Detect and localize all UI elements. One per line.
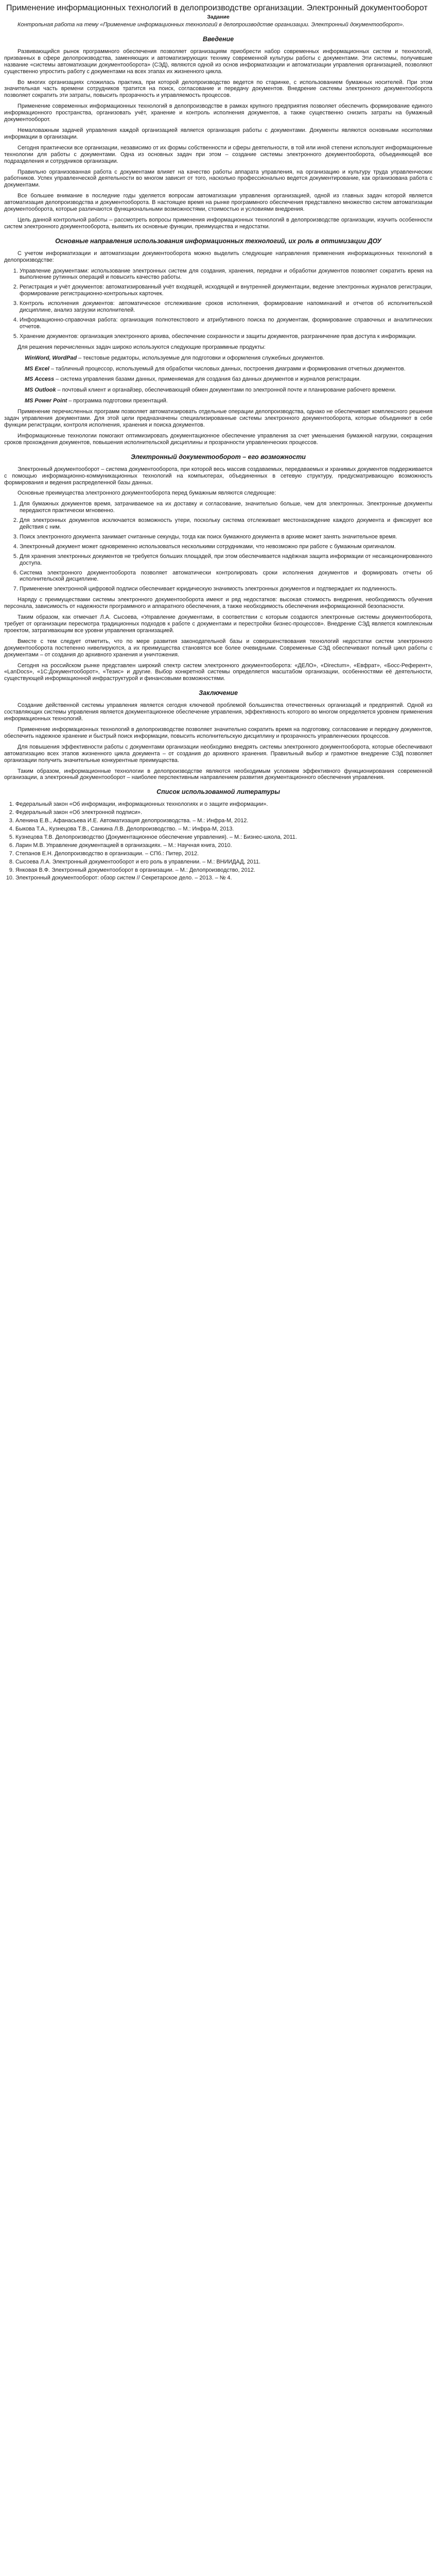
document-page bbox=[0, 0, 436, 882]
numbered-list bbox=[4, 268, 432, 340]
reference-item: 1. Федеральный закон «Об информации, информационных технологиях и о защите информации». bbox=[15, 801, 432, 808]
paragraph: Все большее внимание в последние годы уделяется вопросам автоматизации управления организацией, одной из главных задач которой является автоматизация делопроизводства и документооборота. В настоящее время на рынке программного обеспечения представлено множество систем автоматизации документооборота, которые различаются функциональными возможностями, стоимостью и условиями внедрения. bbox=[4, 193, 432, 213]
programs-intro: Для решения перечисленных задач широко используются следующие программные продукты: bbox=[18, 344, 266, 350]
reference-item: 3. Аленина Е.В., Афанасьева И.Е. Автоматизация делопроизводства. – М.: Инфра-М, 2012. bbox=[15, 818, 432, 824]
document-body bbox=[4, 36, 432, 882]
program-entry bbox=[25, 398, 432, 404]
reference-item: 6. Ларин М.В. Управление документацией в организациях. – М.: Научная книга, 2010. bbox=[15, 842, 432, 849]
paragraph: Вместе с тем следует отметить, что по мере развития законодательной базы и совершенствования технологий недостатки систем электронного документооборота постепенно нивелируются, а их преимущества становятся все более очевидными. Современные СЭД обеспечивают полный цикл работы с документами – от создания до архивного хранения и уничтожения. bbox=[4, 638, 432, 658]
list-item: 5. Для хранения электронных документов не требуется больших площадей, при этом обеспечивается надёжная защита информации от несанкционированного доступа. bbox=[20, 553, 432, 567]
reference-item: 4. Быкова Т.А., Кузнецова Т.В., Санкина Л.В. Делопроизводство. – М.: Инфра-М, 2013. bbox=[15, 826, 432, 833]
list-item: 4. Информационно-справочная работа: организация полнотекстового и атрибутивного поиска по документам, формирование справочных и аналитических отчетов. bbox=[20, 317, 432, 330]
reference-item: 10. Электронный документооборот: обзор систем // Секретарское дело. – 2013. – № 4. bbox=[15, 875, 432, 882]
list-item: 3. Поиск электронного документа занимает считанные секунды, тогда как поиск бумажного документа в архиве может занять значительное время. bbox=[20, 534, 432, 540]
program-name: WinWord, WordPad bbox=[25, 354, 77, 361]
paragraph: Основные преимущества электронного документооборота перед бумажным являются следующие: bbox=[18, 490, 276, 497]
program-description: система управления базами данных, применяемая для создания баз данных документов и журналов регистрации. bbox=[60, 376, 361, 383]
reference-item: 8. Сысоева Л.А. Электронный документооборот и его роль в управлении. – М.: ВНИИДАД, 2011. bbox=[15, 859, 432, 866]
paragraph: Применение информационных технологий в делопроизводстве позволяет значительно сократить время на подготовку, согласование и передачу документов, обеспечить надежное хранение и быстрый поиск информации, повысить исполнительскую дисциплину и прозрачность управленческих процессов. bbox=[4, 726, 432, 739]
paragraph: Для повышения эффективности работы с документами организации необходимо внедрять системы электронного документооборота, которые обеспечивают автоматизацию всех этапов жизненного цикла документа – от создания до архивного хранения. Правильный выбор и грамотное внедрение СЭД позволяет организации получить значительные конкурентные преимущества. bbox=[4, 743, 432, 764]
program-description: табличный процессор, используемый для обработки числовых данных, построения диаграмм и формирования отчетных документов. bbox=[55, 365, 406, 372]
program-description: программа подготовки презентаций. bbox=[73, 398, 168, 404]
list-item: 6. Система электронного документооборота позволяет автоматически контролировать сроки исполнения документов и формировать отчеты об исполнительской дисциплине. bbox=[20, 570, 432, 583]
reference-item: 2. Федеральный закон «Об электронной подписи». bbox=[15, 809, 432, 816]
program-entry bbox=[25, 376, 432, 383]
section-heading: Электронный документооборот – его возможности bbox=[131, 453, 306, 461]
task-label: Задание bbox=[207, 14, 230, 20]
reference-item: 7. Степанов Е.Н. Делопроизводство в организации. – СПб.: Питер, 2012. bbox=[15, 851, 432, 857]
references bbox=[4, 801, 432, 882]
paragraph: Электронный документооборот – система документооборота, при которой весь массив создаваемых, передаваемых и хранимых документов поддерживается с помощью информационно-коммуникационных технологий на компьютерах, объединенных в сетевую структуру, предусматривающую возможность формирования и ведения распределенной базы данных. bbox=[4, 466, 432, 486]
reference-item: 5. Кузнецова Т.В. Делопроизводство (Документационное обеспечение управления). – М.: Бизнес-школа, 2011. bbox=[15, 834, 432, 841]
program-separator: – bbox=[77, 354, 83, 361]
section-heading: Основные направления использования информационных технологий, их роль в оптимизации ДОУ bbox=[55, 237, 381, 245]
paragraph: Цель данной контрольной работы – рассмотреть вопросы применения информационных технологий в делопроизводстве организации, изучить особенности систем электронного документооборота, выявить их основные функции, преимущества и недостатки. bbox=[4, 216, 432, 230]
paragraph: Таким образом, как отмечает Л.А. Сысоева, «Управление документами, в соответствии с которым создаются электронные системы документооборота, требует от организации пересмотра традиционных подходов к работе с документами и перестройки бизнес-процессов». Внедрение СЭД является комплексным проектом, затрагивающим все уровни управления организацией. bbox=[4, 614, 432, 634]
list-item: 2. Для электронных документов исключается возможность утери, поскольку система отслеживает местонахождение каждого документа и фиксирует все действия с ним. bbox=[20, 517, 432, 531]
paragraph: С учетом информатизации и автоматизации документооборота можно выделить следующие направления применения информационных технологий в делопроизводстве: bbox=[4, 250, 432, 263]
program-entry bbox=[25, 355, 432, 362]
list-item: 1. Управление документами: использование электронных систем для создания, хранения, передачи и обработки документов позволяет сократить время на выполнение рутинных операций и повысить качество работы. bbox=[20, 268, 432, 281]
paragraph: Сегодня практически все организации, независимо от их формы собственности и сферы деятельности, в той или иной степени используют информационные технологии для работы с документами. Одна из основных задач при этом – создание системы электронного документооборота, объединяющей все подразделения и сотрудников организации. bbox=[4, 144, 432, 164]
section-heading: Заключение bbox=[199, 689, 238, 697]
program-separator: – bbox=[54, 376, 61, 383]
reference-list bbox=[4, 801, 432, 882]
paragraph: Развивающийся рынок программного обеспечения позволяет организациям приобрести набор современных информационных систем и технологий, призванных в сфере делопроизводства, заменяющих и автоматизирующих технику современной культуры работы с документами. Эти системы, получившие название «системы автоматизации документооборота» (СЭД), являются одной из основ информатизации и автоматизации управления организацией, позволяют существенно упростить работу с документами на всех этапах их жизненного цикла. bbox=[4, 48, 432, 75]
program-entry bbox=[25, 366, 432, 372]
paragraph: Правильно организованная работа с документами влияет на качество работы аппарата управления, на организацию и культуру труда управленческих работников. Успех управленческой деятельности во многом зависит от того, насколько профессионально ведется документирование, как организована работа с документами. bbox=[4, 168, 432, 189]
reference-item: 9. Янковая В.Ф. Электронный документооборот в организации. – М.: Делопроизводство, 2012. bbox=[15, 867, 432, 874]
program-description: почтовый клиент и органайзер, обеспечивающий обмен документами по электронной почте и планирование рабочего времени. bbox=[62, 387, 396, 394]
paragraph: Сегодня на российском рынке представлен широкий спектр систем электронного документооборота: «ДЕЛО», «Directum», «Евфрат», «Босс-Референт», «LanDocs», «1С:Документооборот», «Тезис» и другие. Выбор конкретной системы определяется масштабом организации, особенностями её деятельности, существующей информационной инфраструктурой и финансовыми возможностями. bbox=[4, 662, 432, 682]
numbered-list bbox=[4, 501, 432, 592]
list-item: 7. Применение электронной цифровой подписи обеспечивает юридическую значимость электронных документов и подтверждает их подлинность. bbox=[20, 586, 432, 592]
paragraph: Применение современных информационных технологий в делопроизводстве в рамках крупного предприятия позволяет обеспечить формирование единого информационного пространства, организовать учёт, хранение и контроль исполнения документов, а также существенно снизить затраты на бумажный документооборот. bbox=[4, 103, 432, 123]
paragraph: Применение перечисленных программ позволяет автоматизировать отдельные операции делопроизводства, однако не обеспечивает комплексного решения задач управления документами. Для этой цели предназначены специализированные системы электронного документооборота, которые объединяют в себе функции регистрации, контроля исполнения, хранения и поиска документов. bbox=[4, 409, 432, 428]
paragraph: Немаловажным задачей управления каждой организацией является организация работы с документами. Документы являются основными носителями информации в организации. bbox=[4, 127, 432, 140]
program-name: MS Excel bbox=[25, 365, 49, 372]
paragraph: Во многих организациях сложилась практика, при которой делопроизводство ведется по старинке, с использованием бумажных носителей. При этом значительная часть времени сотрудников тратится на поиск, согласование и передачу документов. Внедрение системы электронного документооборота позволяет сократить эти затраты, повысить прозрачность и управляемость процессов. bbox=[4, 79, 432, 99]
program-separator: – bbox=[56, 387, 62, 394]
document-title: Применение информационных технологий в делопроизводстве организации. Электронный документооборот bbox=[6, 4, 428, 12]
paragraph: Информационные технологии помогают оптимизировать документационное обеспечение управления за счет уменьшения бумажной нагрузки, сокращения сроков прохождения документов, повышения исполнительской дисциплины и прозрачности управленческих процессов. bbox=[4, 432, 432, 446]
list-item: 2. Регистрация и учёт документов: автоматизированный учёт входящей, исходящей и внутренней документации, ведение электронных журналов регистрации, формирование регистрационно-контрольных карточек. bbox=[20, 284, 432, 297]
program-separator: – bbox=[49, 365, 56, 372]
program-name: MS Power Point bbox=[25, 398, 67, 404]
program-name: MS Access bbox=[25, 376, 55, 383]
section-heading: Список использованной литературы bbox=[156, 788, 280, 796]
list-item: 4. Электронный документ может одновременно использоваться несколькими сотрудниками, что невозможно при работе с бумажным оригиналом. bbox=[20, 544, 432, 550]
list-item: 1. Для бумажных документов время, затрачиваемое на их доставку и согласование, значительно больше, чем для электронных. Электронные документы передаются практически мгновенно. bbox=[20, 501, 432, 514]
program-entry bbox=[25, 387, 432, 394]
program-name: MS Outlook bbox=[25, 387, 56, 394]
paragraph: Создание действенной системы управления является сегодня ключевой проблемой большинства отечественных организаций и предприятий. Одной из составляющих системы управления является документационное обеспечение управления, эффективность которого во многом определяется уровнем применения информационных технологий. bbox=[4, 702, 432, 722]
task-text: Контрольная работа на тему «Применение информационных технологий в делопроизводстве организации. Электронный документооборот». bbox=[18, 22, 405, 28]
list-item: 5. Хранение документов: организация электронного архива, обеспечение сохранности и защиты документов, разграничение прав доступа к информации. bbox=[20, 333, 432, 340]
paragraph: Таким образом, информационные технологии в делопроизводстве являются необходимым условием эффективного функционирования современной организации, а электронный документооборот – наиболее перспективным направлением развития документационного обеспечения управления. bbox=[4, 768, 432, 781]
list-item: 3. Контроль исполнения документов: автоматическое отслеживание сроков исполнения, формирование напоминаний и отчетов об исполнительской дисциплине, анализ загрузки исполнителей. bbox=[20, 300, 432, 314]
program-description: текстовые редакторы, используемые для подготовки и оформления служебных документов. bbox=[83, 354, 325, 361]
paragraph: Наряду с преимуществами системы электронного документооборота имеют и ряд недостатков: высокая стоимость внедрения, необходимость обучения персонала, зависимость от надежности программного и аппаратного обеспечения, а также необходимость обеспечения информационной безопасности. bbox=[4, 597, 432, 610]
section-heading: Введение bbox=[202, 35, 234, 43]
program-separator: – bbox=[67, 398, 74, 404]
